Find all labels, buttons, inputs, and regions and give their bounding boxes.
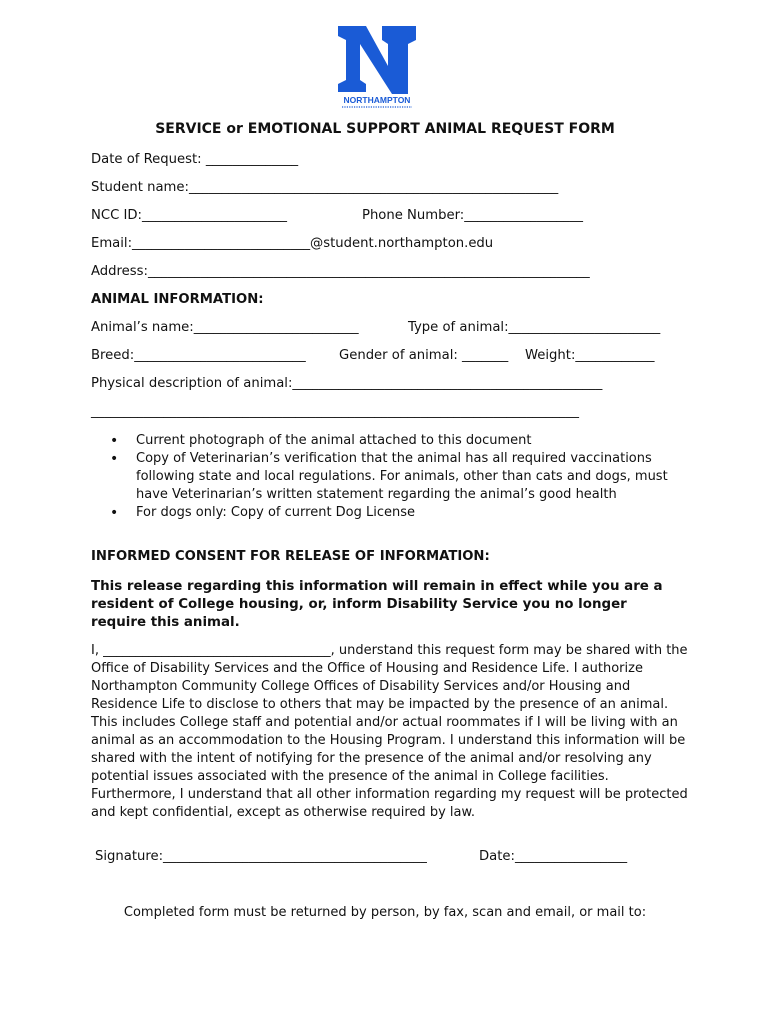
weight-field[interactable]: Weight:____________ — [525, 348, 655, 363]
consent-paragraph: I, ___________________________________, understand this request form may be shared with the Office of Disability Services and the Office of Housing and Residence Life. I authorize Northampton Community College Offices of Disability Services and/or Housing and Residence Life to disclose to others that may be impacted by the presence of an animal. This includes College staff and potential and/or actual roommates if I will be living with an animal as an accommodation to the Housing Program. I understand this information will be shared with the intent of notifying for the presence of the animal and/or resolving any potential issues associated with the presence of the animal in College facilities. Furthermore, I understand that all other information regarding my request will be protected and kept confidential, except as otherwise required by law. — [91, 643, 688, 820]
release-statement: This release regarding this information will remain in effect while you are a resident of College housing, or, inform Disability Service you no longer require this animal. — [91, 579, 663, 630]
signature-field[interactable]: Signature:________________________________________ — [95, 849, 427, 864]
gender-field[interactable]: Gender of animal: _______ — [339, 348, 509, 363]
signature-date-field[interactable]: Date:_________________ — [479, 849, 628, 864]
email-field[interactable]: Email:___________________________@student.northampton.edu — [91, 236, 494, 251]
address-field[interactable]: Address:___________________________________________________________________ — [91, 264, 590, 279]
animal-information-heading: ANIMAL INFORMATION: — [91, 292, 264, 307]
required-documents-list — [108, 432, 668, 522]
physical-description-field[interactable]: Physical description of animal:_______________________________________________ — [91, 376, 603, 391]
date-of-request-field[interactable]: Date of Request: ______________ — [91, 152, 299, 167]
description-continuation-line[interactable]: __________________________________________________________________________ — [91, 404, 579, 419]
form-title: SERVICE or EMOTIONAL SUPPORT ANIMAL REQUEST FORM — [155, 121, 615, 137]
list-item: • Current photograph of the animal attached to this document — [108, 432, 668, 450]
animal-name-field[interactable]: Animal’s name:_________________________ — [91, 320, 359, 335]
student-name-field[interactable]: Student name:________________________________________________________ — [91, 180, 559, 195]
breed-field[interactable]: Breed:__________________________ — [91, 348, 306, 363]
animal-type-field[interactable]: Type of animal:_______________________ — [408, 320, 661, 335]
phone-number-field[interactable]: Phone Number:__________________ — [362, 208, 583, 223]
logo-text: NORTHAMPTON — [343, 95, 411, 105]
northampton-logo — [336, 22, 418, 110]
return-instructions: Completed form must be returned by person, by fax, scan and email, or mail to: — [123, 905, 647, 920]
consent-heading: INFORMED CONSENT FOR RELEASE OF INFORMATION: — [91, 549, 490, 564]
ncc-id-field[interactable]: NCC ID:______________________ — [91, 208, 288, 223]
list-item: • For dogs only: Copy of current Dog License — [108, 504, 668, 522]
list-item: • Copy of Veterinarian’s verification that the animal has all required vaccinations following state and local regulations. For animals, other than cats and dogs, must have Veterinarian’s written statement regarding the animal’s good health — [108, 450, 668, 504]
